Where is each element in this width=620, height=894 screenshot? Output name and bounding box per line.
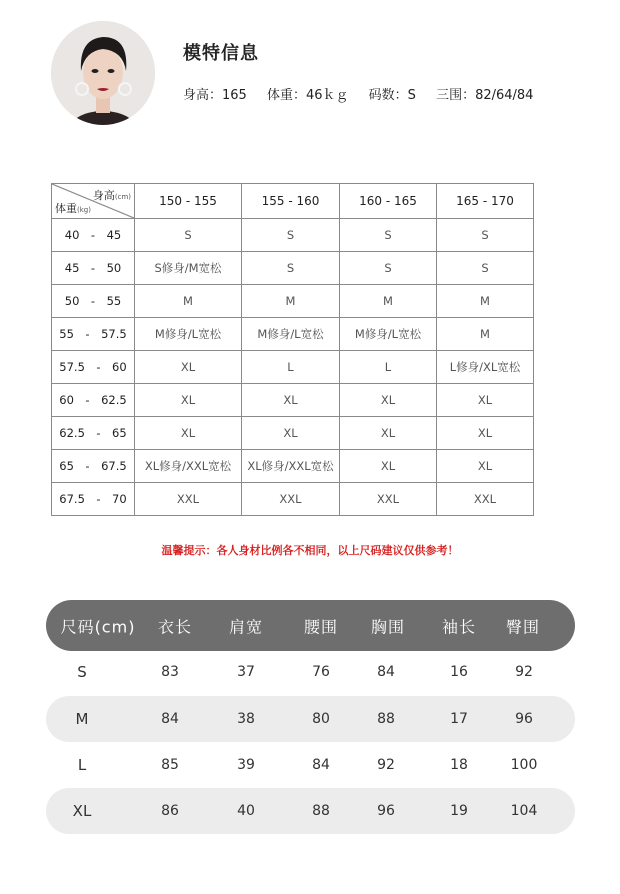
row-size: L: [77, 756, 87, 774]
value-cell: 76: [312, 664, 330, 680]
value-cell: 16: [450, 664, 468, 680]
size-cell: S: [135, 219, 242, 252]
height-range-header: 155 - 160: [242, 184, 340, 219]
value-cell: 39: [237, 757, 255, 773]
value-cell: 86: [161, 803, 179, 819]
header-size: 尺码(cm): [60, 617, 136, 636]
value-cell: 88: [377, 711, 395, 727]
weight-range-cell: 40 - 45: [52, 219, 135, 252]
size-cell: L修身/XL宽松: [437, 351, 534, 384]
size-cell: XXL: [242, 483, 340, 516]
size-cell: S: [437, 219, 534, 252]
weight-range-cell: 65 - 67.5: [52, 450, 135, 483]
measurement-header-bar: [46, 600, 575, 651]
weight-range-cell: 67.5 - 70: [52, 483, 135, 516]
header-chest: 胸围: [370, 617, 406, 636]
model-measurements: 三围：82/64/84: [436, 88, 534, 103]
weight-range-cell: 55 - 57.5: [52, 318, 135, 351]
weight-range-cell: 57.5 - 60: [52, 351, 135, 384]
measurement-row-s: [46, 649, 575, 695]
size-cell: XXL: [340, 483, 437, 516]
size-cell: XL: [340, 384, 437, 417]
size-cell: XL修身/XXL宽松: [135, 450, 242, 483]
corner-height-label: 身高(cm): [92, 189, 131, 202]
size-cell: XL: [135, 384, 242, 417]
model-size: 码数：S: [368, 88, 416, 103]
size-cell: M修身/L宽松: [242, 318, 340, 351]
weight-range-cell: 50 - 55: [52, 285, 135, 318]
size-cell: XL: [437, 417, 534, 450]
table-row: [52, 219, 534, 252]
size-recommendation-table: [51, 183, 534, 516]
size-cell: S: [242, 219, 340, 252]
value-cell: 84: [312, 757, 330, 773]
size-cell: M: [340, 285, 437, 318]
size-cell: XL: [242, 417, 340, 450]
size-cell: S: [437, 252, 534, 285]
value-cell: 40: [237, 803, 255, 819]
value-cell: 80: [312, 711, 330, 727]
table-row: [52, 450, 534, 483]
size-cell: XL修身/XXL宽松: [242, 450, 340, 483]
size-cell: M修身/L宽松: [340, 318, 437, 351]
model-info-title: 模特信息: [183, 43, 259, 64]
value-cell: 19: [450, 803, 468, 819]
table-row: [52, 318, 534, 351]
header-shoulder: 肩宽: [228, 617, 264, 636]
size-cell: L: [242, 351, 340, 384]
measurement-row-xl: [46, 788, 575, 834]
height-range-header: 165 - 170: [437, 184, 534, 219]
size-cell: S修身/M宽松: [135, 252, 242, 285]
row-size: XL: [72, 802, 92, 820]
value-cell: 100: [510, 757, 538, 773]
measurement-row-m: [46, 696, 575, 742]
size-cell: S: [340, 252, 437, 285]
table-row: [52, 483, 534, 516]
size-cell: XL: [340, 417, 437, 450]
size-tip-note: 温馨提示：各人身材比例各不相同，以上尺码建议仅供参考！: [161, 544, 459, 557]
value-cell: 17: [450, 711, 468, 727]
value-cell: 38: [237, 711, 255, 727]
measurement-row-l: [46, 742, 575, 788]
value-cell: 85: [161, 757, 179, 773]
value-cell: 92: [377, 757, 395, 773]
model-stats: [183, 84, 533, 103]
size-cell: M: [135, 285, 242, 318]
row-size: M: [75, 710, 89, 728]
size-cell: S: [340, 219, 437, 252]
weight-range-cell: 62.5 - 65: [52, 417, 135, 450]
header-waist: 腰围: [303, 617, 339, 636]
table-row: [52, 351, 534, 384]
size-cell: XXL: [437, 483, 534, 516]
size-cell: L: [340, 351, 437, 384]
corner-weight-label: 体重(kg): [55, 202, 91, 215]
table-row: [52, 384, 534, 417]
header-length: 衣长: [157, 617, 193, 636]
table-header-row: [52, 184, 534, 219]
model-avatar: [51, 21, 155, 125]
value-cell: 84: [161, 711, 179, 727]
value-cell: 96: [515, 711, 533, 727]
table-row: [52, 285, 534, 318]
size-cell: XL: [340, 450, 437, 483]
value-cell: 83: [161, 664, 179, 680]
size-cell: XL: [437, 384, 534, 417]
value-cell: 104: [510, 803, 538, 819]
size-cell: M: [437, 318, 534, 351]
model-weight: 体重：46ｋｇ: [266, 88, 349, 103]
size-cell: XL: [437, 450, 534, 483]
size-cell: XL: [135, 417, 242, 450]
size-cell: M: [242, 285, 340, 318]
header-hip: 臀围: [505, 617, 541, 636]
size-cell: M: [437, 285, 534, 318]
corner-cell: [52, 184, 135, 219]
model-height: 身高：165: [183, 88, 247, 103]
table-row: [52, 417, 534, 450]
row-size: S: [77, 663, 87, 681]
table-row: [52, 252, 534, 285]
value-cell: 37: [237, 664, 255, 680]
value-cell: 88: [312, 803, 330, 819]
size-cell: S: [242, 252, 340, 285]
value-cell: 84: [377, 664, 395, 680]
value-cell: 18: [450, 757, 468, 773]
weight-range-cell: 45 - 50: [52, 252, 135, 285]
value-cell: 96: [377, 803, 395, 819]
height-range-header: 150 - 155: [135, 184, 242, 219]
size-cell: M修身/L宽松: [135, 318, 242, 351]
value-cell: 92: [515, 664, 533, 680]
weight-range-cell: 60 - 62.5: [52, 384, 135, 417]
size-cell: XL: [242, 384, 340, 417]
height-range-header: 160 - 165: [340, 184, 437, 219]
header-sleeve: 袖长: [441, 617, 477, 636]
size-cell: XL: [135, 351, 242, 384]
size-cell: XXL: [135, 483, 242, 516]
